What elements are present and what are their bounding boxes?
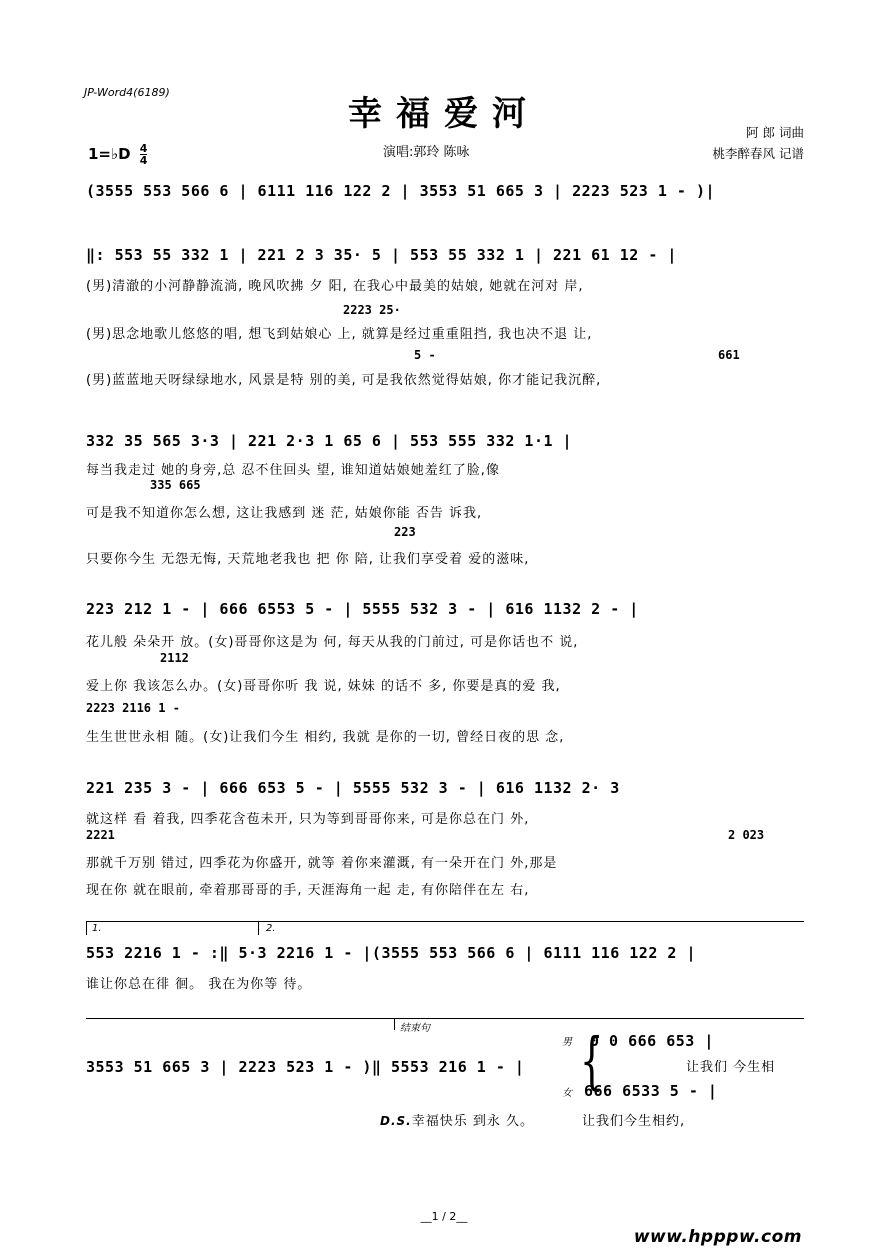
row2-alt1: 335 665: [150, 478, 201, 492]
row1-alt2b: 661: [718, 348, 740, 362]
row3-lyric2: 爱上你 我该怎么办。(女)哥哥你听 我 说, 妹妹 的话不 多, 你要是真的爱 我,: [86, 679, 561, 694]
row3-lyric1: 花儿般 朵朵开 放。(女)哥哥你这是为 何, 每天从我的门前过, 可是你话也不 说,: [86, 635, 579, 650]
row4-alt1b: 2 023: [728, 828, 765, 842]
row4-lyric2: 那就千万别 错过, 四季花为你盛开, 就等 着你来灌溉, 有一朵开在门 外,那是: [86, 856, 558, 871]
row4-lyric3: 现在你 就在眼前, 牵着那哥哥的手, 天涯海角一起 走, 有你陪伴在左 右,: [86, 883, 530, 898]
row1-lyric3: (男)蓝蓝地天呀绿绿地水, 风景是特 别的美, 可是我依然觉得姑娘, 你才能记我沉醉,: [86, 373, 602, 388]
ending-label: 结束句: [400, 1023, 430, 1034]
row4-notes: 221 235 3 - | 666 653 5 - | 5555 532 3 - | 616 1132 2· 3: [86, 779, 620, 797]
row1-alt1: 2223 25·: [343, 303, 401, 317]
credit-lyrics: 阿 郎 词曲: [746, 125, 804, 140]
row6-ds: [380, 1110, 534, 1129]
row6-male-notes: 0 0 666 653 |: [590, 1032, 714, 1050]
row6-male-lyric: 让我们 今生相: [686, 1060, 776, 1075]
time-signature: [140, 143, 148, 166]
time-bottom: 4: [139, 154, 148, 167]
row1-notes: ‖: 553 55 332 1 | 221 2 3 35· 5 | 553 55 332 1 | 221 61 12 - |: [86, 246, 677, 264]
volta-line: [86, 921, 804, 922]
credit-notation: 桃李醉春风 记谱: [712, 146, 804, 161]
intro-notes: (3555 553 566 6 | 6111 116 122 2 | 3553 51 665 3 | 2223 523 1 - )|: [86, 182, 716, 200]
singers: 演唱:郭玲 陈咏: [383, 145, 470, 160]
row3-lyric3: 生生世世永相 随。(女)让我们今生 相约, 我就 是你的一切, 曾经日夜的思 念,: [86, 730, 565, 745]
volta2-start: [258, 921, 259, 935]
row3-alt2: 2223 2116 1 -: [86, 701, 180, 715]
row2-alt2: 223: [394, 525, 416, 539]
row5-notes: 553 2216 1 - :‖ 5·3 2216 1 - |(3555 553 566 6 | 6111 116 122 2 |: [86, 944, 696, 962]
row5-lyric: 谁让你总在徘 徊。 我在为你等 待。: [86, 977, 312, 992]
page-number: __1 / 2__: [420, 1210, 468, 1223]
ending-line: [86, 1018, 804, 1019]
row6-notes: 3553 51 665 3 | 2223 523 1 - )‖ 5553 216 1 - |: [86, 1058, 525, 1076]
volta1-label: 1.: [92, 923, 102, 934]
volta2-label: 2.: [266, 923, 276, 934]
row2-lyric2: 可是我不知道你怎么想, 这让我感到 迷 茫, 姑娘你能 否告 诉我,: [86, 506, 483, 521]
row6-female-notes: 666 6533 5 - |: [584, 1082, 718, 1100]
female-label: 女: [562, 1088, 572, 1099]
ending-marker: [394, 1018, 395, 1030]
row2-lyric3: 只要你今生 无怨无悔, 天荒地老我也 把 你 陪, 让我们享受着 爱的滋味,: [86, 552, 530, 567]
key-signature: [88, 143, 147, 166]
key-label: 1=♭D: [88, 145, 131, 163]
ds-marker: D.S.: [380, 1114, 412, 1128]
row1-alt2a: 5 -: [414, 348, 436, 362]
row1-lyric1: (男)清澈的小河静静流淌, 晚风吹拂 夕 阳, 在我心中最美的姑娘, 她就在河对 岸,: [86, 279, 584, 294]
row3-notes: 223 212 1 - | 666 6553 5 - | 5555 532 3 - | 616 1132 2 - |: [86, 600, 639, 618]
duet-brace: {: [579, 1024, 604, 1097]
software-label: JP-Word4(6189): [84, 86, 170, 99]
site-watermark: www.hpppw.com: [633, 1227, 802, 1247]
ds-text: 幸福快乐 到永 久。: [411, 1114, 534, 1129]
row4-alt1: 2221: [86, 828, 115, 842]
volta1-start: [86, 921, 87, 935]
row6-female-lyric: 让我们今生相约,: [582, 1114, 686, 1129]
row1-lyric2: (男)思念地歌儿悠悠的唱, 想飞到姑娘心 上, 就算是经过重重阻挡, 我也决不退 让,: [86, 327, 593, 342]
row4-lyric1: 就这样 看 着我, 四季花含苞未开, 只为等到哥哥你来, 可是你总在门 外,: [86, 812, 530, 827]
credits: [713, 122, 804, 164]
row3-alt1: 2112: [160, 651, 189, 665]
male-label: 男: [562, 1037, 572, 1048]
time-top: 4: [139, 142, 148, 155]
row2-lyric1: 每当我走过 她的身旁,总 忍不住回头 望, 谁知道姑娘她羞红了脸,像: [86, 463, 500, 478]
song-title: 幸福爱河: [348, 94, 540, 134]
row2-notes: 332 35 565 3·3 | 221 2·3 1 65 6 | 553 555 332 1·1 |: [86, 432, 573, 450]
